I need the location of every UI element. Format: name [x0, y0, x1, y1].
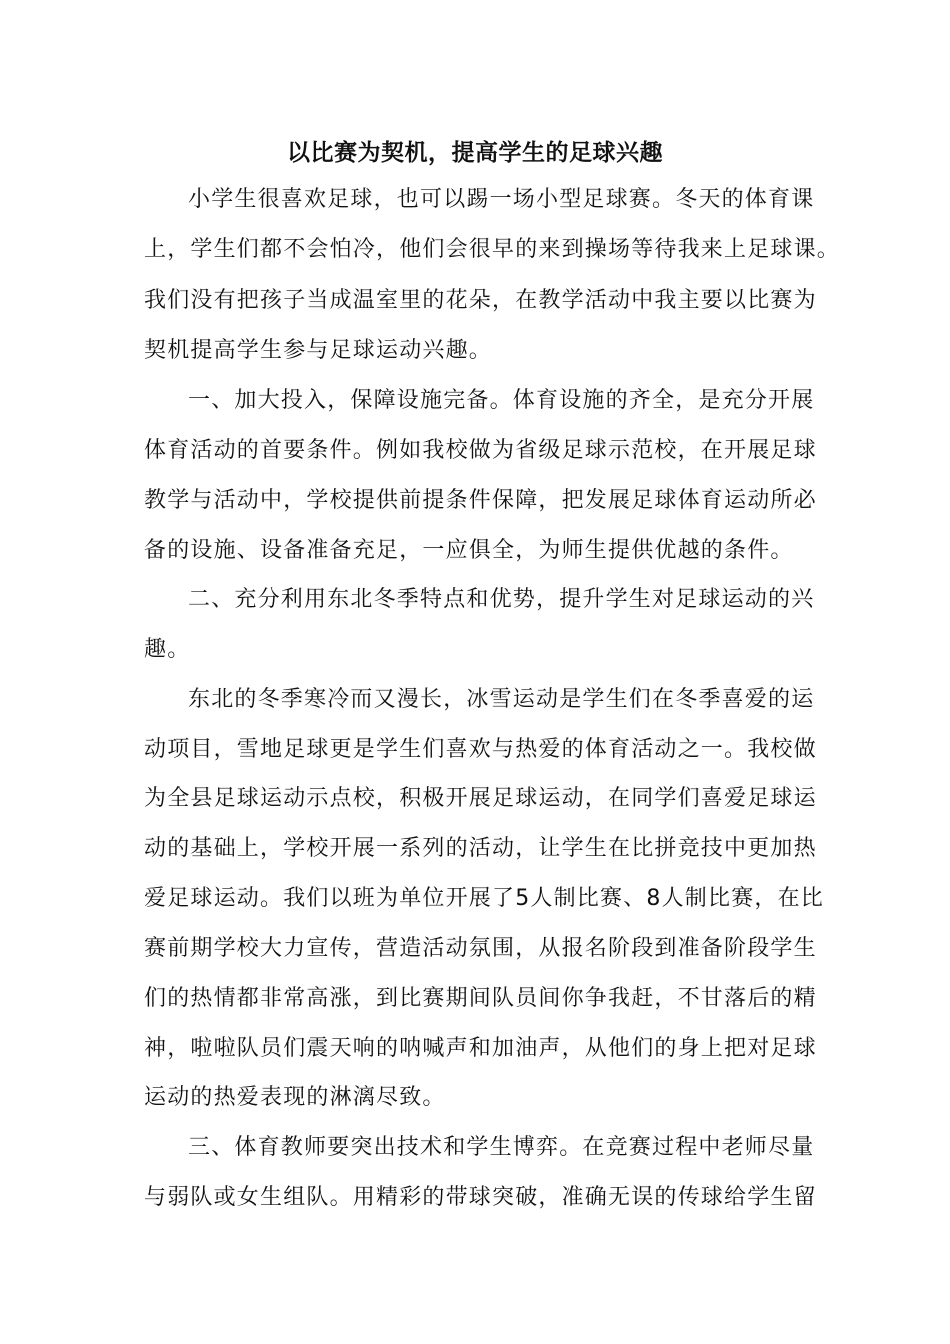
paragraph-4-line-8: 神，啦啦队员们震天响的呐喊声和加油声，从他们的身上把对足球 [144, 1036, 817, 1061]
paragraph-4-line-5: 爱足球运动。我们以班为单位开展了5人制比赛、8人制比赛，在比 [144, 886, 824, 911]
paragraph-4-line-3: 为全县足球运动示点校，积极开展足球运动，在同学们喜爱足球运 [144, 786, 817, 811]
paragraph-4-line-1: 东北的冬季寒冷而又漫长，冰雪运动是学生们在冬季喜爱的运 [188, 687, 815, 712]
paragraph-1-line-2: 上，学生们都不会怕冷，他们会很早的来到操场等待我来上足球课。 [144, 237, 841, 262]
paragraph-3-line-1: 二、充分利用东北冬季特点和优势，提升学生对足球运动的兴 [188, 587, 815, 612]
paragraph-4-line-7: 们的热情都非常高涨，到比赛期间队员间你争我赶，不甘落后的精 [144, 986, 817, 1011]
paragraph-1-line-1: 小学生很喜欢足球，也可以踢一场小型足球赛。冬天的体育课 [188, 187, 815, 212]
paragraph-3-line-2: 趣。 [144, 637, 191, 662]
paragraph-2-line-1: 一、加大投入，保障设施完备。体育设施的齐全，是充分开展 [188, 388, 815, 413]
paragraph-2-line-3: 教学与活动中，学校提供前提条件保障，把发展足球体育运动所必 [144, 488, 817, 513]
paragraph-4-line-2: 动项目，雪地足球更是学生们喜欢与热爱的体育活动之一。我校做 [144, 737, 817, 762]
paragraph-2-line-2: 体育活动的首要条件。例如我校做为省级足球示范校，在开展足球 [144, 438, 817, 463]
document-title: 以比赛为契机，提高学生的足球兴趣 [287, 140, 663, 166]
paragraph-4-line-4: 动的基础上，学校开展一系列的活动，让学生在比拼竞技中更加热 [144, 836, 817, 861]
paragraph-2-line-4: 备的设施、设备准备充足，一应俱全，为师生提供优越的条件。 [144, 538, 794, 563]
paragraph-1-line-4: 契机提高学生参与足球运动兴趣。 [144, 338, 493, 363]
paragraph-4-line-9: 运动的热爱表现的淋漓尽致。 [144, 1085, 446, 1110]
paragraph-4-line-6: 赛前期学校大力宣传，营造活动氛围，从报名阶段到准备阶段学生 [144, 936, 817, 961]
paragraph-5-line-2: 与弱队或女生组队。用精彩的带球突破，准确无误的传球给学生留 [144, 1185, 817, 1210]
paragraph-5-line-1: 三、体育教师要突出技术和学生博弈。在竞赛过程中老师尽量 [188, 1135, 815, 1160]
paragraph-1-line-3: 我们没有把孩子当成温室里的花朵，在教学活动中我主要以比赛为 [144, 288, 817, 313]
